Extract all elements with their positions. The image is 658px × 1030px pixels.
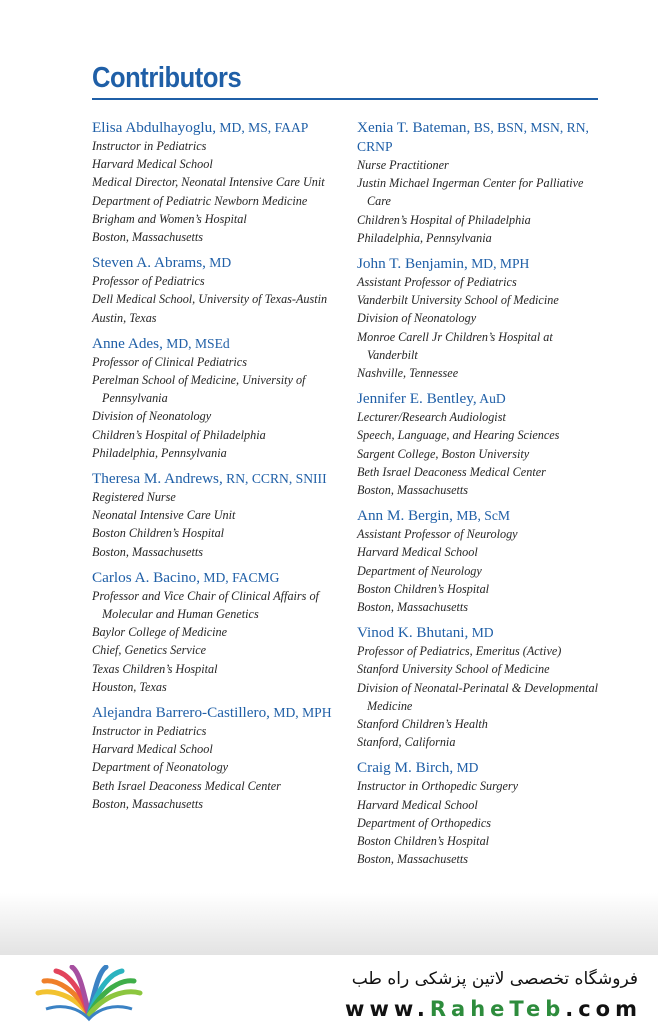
affiliation-line: Boston Children’s Hospital [92, 526, 225, 541]
affiliation-line: Neonatal Intensive Care Unit [92, 508, 236, 523]
contributor-name [92, 334, 337, 353]
affiliation-line: Department of Orthopedics [357, 815, 492, 830]
affiliation-line: Philadelphia, Pennsylvania [92, 445, 227, 460]
contributor-name-text: Anne Ades, [92, 334, 163, 352]
contributor-credentials: MD [468, 625, 494, 641]
contributor-credentials: MD, FACMG [200, 569, 280, 585]
affiliation-line: Perelman School of Medicine, University of Pennsylvania [92, 373, 306, 406]
affiliation-line: Professor and Vice Chair of Clinical Affairs of Molecular and Human Genetics [92, 588, 319, 622]
affiliation-line: Division of Neonatology [357, 311, 477, 326]
affiliation-line: Harvard Medical School [92, 742, 213, 757]
affiliation-line: Division of Neonatology [92, 409, 212, 424]
title-rule [92, 98, 598, 100]
affiliation-line: Professor of Clinical Pediatrics [92, 354, 247, 369]
contributor-name [92, 469, 337, 488]
contributor-affiliation [357, 273, 602, 382]
affiliation-line: Philadelphia, Pennsylvania [357, 230, 492, 245]
contributor-entry [357, 506, 602, 616]
contributor-name-text: Carlos A. Bacino, [92, 568, 200, 586]
contributor-name [92, 118, 337, 137]
affiliation-line: Instructor in Pediatrics [92, 139, 207, 153]
affiliation-line: Assistant Professor of Pediatrics [357, 275, 517, 290]
contributor-affiliation [92, 722, 337, 813]
affiliation-line: Chief, Genetics Service [92, 643, 207, 658]
affiliation-line: Nurse Practitioner [357, 158, 449, 172]
contributor-affiliation [92, 137, 337, 246]
affiliation-line: Lecturer/Research Audiologist [357, 410, 506, 425]
contributor-name-text: Theresa M. Andrews, [92, 470, 223, 488]
contributor-credentials: AuD [476, 391, 506, 407]
contributor-name [357, 623, 602, 642]
affiliation-line: Dell Medical School, University of Texas-Austin [92, 292, 328, 307]
affiliation-line: Registered Nurse [92, 490, 176, 505]
contributor-name-text: Elisa Abdulhayoglu, [92, 119, 217, 136]
page-title: Contributors [92, 62, 242, 94]
contributor-entry [92, 118, 337, 246]
affiliation-line: Assistant Professor of Neurology [357, 527, 518, 542]
affiliation-line: Monroe Carell Jr Children’s Hospital at Vanderbilt [357, 329, 553, 362]
contributor-entry [92, 334, 337, 462]
contributor-credentials: MD [453, 760, 479, 776]
contributors-column-left [92, 118, 337, 820]
contributor-credentials: MD, MPH [467, 256, 530, 272]
affiliation-line: Boston Children’s Hospital [357, 581, 490, 596]
contributor-name [357, 118, 602, 156]
affiliation-line: Children’s Hospital of Philadelphia [92, 427, 266, 442]
contributor-name [357, 389, 602, 408]
affiliation-line: Harvard Medical School [357, 797, 478, 812]
contributor-name-text: Steven A. Abrams, [92, 254, 206, 272]
contributor-name-text: Jennifer E. Bentley, [357, 390, 477, 408]
affiliation-line: Baylor College of Medicine [92, 625, 228, 640]
affiliation-line: Stanford, California [357, 735, 456, 750]
contributor-name [357, 758, 602, 777]
affiliation-line: Medical Director, Neonatal Intensive Care Unit [92, 175, 325, 190]
affiliation-line: Professor of Pediatrics, Emeritus (Active) [357, 644, 562, 659]
affiliation-line: Boston, Massachusetts [357, 600, 469, 615]
page-bottom-shadow [0, 893, 658, 955]
affiliation-line: Texas Children’s Hospital [92, 661, 218, 676]
contributor-entry [357, 623, 602, 751]
contributor-affiliation [357, 642, 602, 751]
contributor-entry [92, 568, 337, 696]
contributor-credentials: MD [205, 255, 232, 271]
contributor-affiliation [357, 408, 602, 499]
contributor-name [92, 568, 337, 587]
contributor-name-text: John T. Benjamin, [357, 255, 468, 273]
contributor-credentials: MD, MS, FAAP [216, 120, 309, 135]
affiliation-line: Sargent College, Boston University [357, 446, 530, 461]
contributor-affiliation [92, 353, 337, 462]
contributor-entry [92, 253, 337, 327]
affiliation-line: Nashville, Tennessee [357, 366, 459, 381]
contributor-name [92, 253, 337, 272]
url-highlight: RaheTeb [429, 997, 566, 1021]
contributor-credentials: MB, ScM [452, 508, 510, 524]
affiliation-line: Boston, Massachusetts [357, 483, 469, 498]
url-prefix: www. [345, 997, 430, 1021]
contributor-credentials: BS, BSN, MSN, RN, CRNP [357, 120, 589, 154]
contributor-name-text: Ann M. Bergin, [357, 507, 453, 525]
affiliation-line: Boston, Massachusetts [92, 796, 204, 811]
contributor-credentials: MD, MPH [269, 705, 332, 721]
contributor-entry [92, 703, 337, 813]
contributor-affiliation [92, 488, 337, 561]
affiliation-line: Harvard Medical School [357, 545, 478, 560]
affiliation-line: Beth Israel Deaconess Medical Center [357, 464, 546, 479]
contributor-name [92, 703, 337, 722]
contributor-name [357, 506, 602, 525]
contributor-name-text: Alejandra Barrero-Castillero, [92, 704, 270, 722]
contributor-entry [357, 254, 602, 382]
affiliation-line: Houston, Texas [92, 679, 167, 694]
contributor-affiliation [92, 587, 337, 696]
affiliation-line: Department of Pediatric Newborn Medicine [92, 193, 308, 208]
affiliation-line: Austin, Texas [92, 310, 157, 325]
contributor-credentials: RN, CCRN, SNIII [222, 471, 327, 487]
contributors-column-right [357, 118, 602, 876]
affiliation-line: Boston Children’s Hospital [357, 834, 490, 849]
affiliation-line: Brigham and Women’s Hospital [92, 211, 247, 226]
affiliation-line: Beth Israel Deaconess Medical Center [92, 778, 281, 793]
contributor-affiliation [357, 156, 602, 247]
contributor-credentials: MD, MSEd [162, 335, 230, 351]
affiliation-line: Vanderbilt University School of Medicine [357, 293, 559, 308]
affiliation-line: Boston, Massachusetts [92, 544, 204, 559]
url-suffix: .com [565, 997, 642, 1021]
contributor-affiliation [92, 272, 337, 327]
affiliation-line: Harvard Medical School [92, 157, 213, 172]
contributor-entry [92, 469, 337, 561]
contributor-name [357, 254, 602, 273]
affiliation-line: Stanford Children’s Health [357, 717, 488, 732]
contributor-name-text: Xenia T. Bateman, [357, 119, 471, 136]
affiliation-line: Justin Michael Ingerman Center for Palliative Care [357, 176, 584, 209]
contributor-affiliation [357, 525, 602, 616]
contributor-affiliation [357, 777, 602, 868]
affiliation-line: Boston, Massachusetts [92, 230, 204, 245]
store-url [345, 997, 642, 1021]
affiliation-line: Stanford University School of Medicine [357, 662, 550, 677]
affiliation-line: Division of Neonatal-Perinatal & Developmental Medicine [357, 680, 599, 713]
affiliation-line: Instructor in Orthopedic Surgery [357, 779, 519, 794]
watermark-footer [0, 955, 658, 1030]
contributor-name-text: Vinod K. Bhutani, [357, 624, 469, 642]
affiliation-line: Instructor in Pediatrics [92, 724, 207, 739]
contributor-name-text: Craig M. Birch, [357, 759, 454, 777]
affiliation-line: Speech, Language, and Hearing Sciences [357, 428, 560, 443]
open-book-logo-icon [34, 965, 144, 1023]
contributor-entry [357, 118, 602, 247]
affiliation-line: Boston, Massachusetts [357, 852, 469, 867]
affiliation-line: Professor of Pediatrics [92, 274, 205, 289]
contributor-entry [357, 389, 602, 499]
affiliation-line: Children’s Hospital of Philadelphia [357, 212, 531, 227]
affiliation-line: Department of Neurology [357, 563, 482, 578]
contributor-entry [357, 758, 602, 868]
store-name-persian: فروشگاه تخصصی لاتین پزشکی راه طب [351, 969, 638, 989]
affiliation-line: Department of Neonatology [92, 760, 229, 775]
